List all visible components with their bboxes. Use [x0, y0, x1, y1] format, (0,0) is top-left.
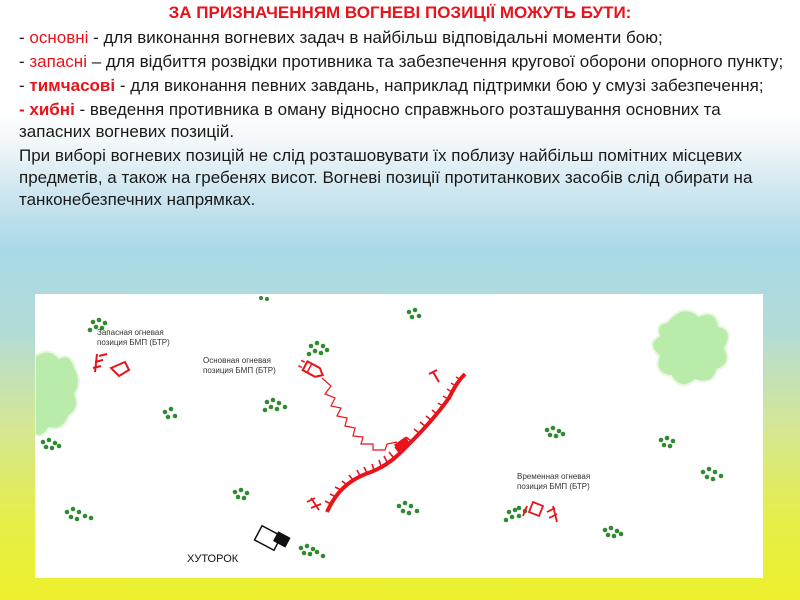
label-line: Запасная огневая: [97, 328, 164, 337]
farm-buildings: [255, 526, 291, 550]
woods-left: [35, 351, 79, 436]
label-line: Основная огневая: [203, 356, 271, 365]
item-description: – для відбиття розвідки противника та забезпечення кругової оборони опорного пункту;: [86, 52, 784, 71]
label-line: Временная огневая: [517, 472, 591, 481]
label-line: позиция БМП (БТР): [97, 338, 170, 347]
term-main: основні: [29, 28, 89, 47]
reserve-position-symbol: [93, 354, 129, 376]
term-reserve: запасні: [29, 52, 87, 71]
item-prefix: -: [19, 28, 30, 47]
text-block: [19, 27, 789, 213]
term-false: хибні: [29, 100, 75, 119]
woods-right: [652, 310, 729, 385]
main-position-symbol: [297, 359, 325, 380]
tactical-diagram: [35, 294, 763, 578]
list-item-reserve: [19, 51, 789, 73]
farm-label: ХУТОРОК: [187, 553, 239, 565]
guidance-paragraph: При виборі вогневих позицій не слід розташовувати їх поблизу найбільш помітних місцевих предметів, а також на гребенях висот. Вогневі позиції протитанкових засобів слід обирати на танконебезпечних напрямках.: [19, 146, 753, 209]
slide-title: ЗА ПРИЗНАЧЕННЯМ ВОГНЕВІ ПОЗИЦІЇ МОЖУТЬ БУТИ:: [168, 3, 632, 22]
label-line: позиция БМП (БТР): [517, 482, 590, 491]
item-description: - для виконання вогневих задач в найбільш відповідальні моменти бою;: [88, 28, 663, 47]
list-item-temporary: [19, 75, 789, 97]
reserve-position-label: [97, 328, 170, 348]
main-position-label: [203, 356, 276, 376]
main-trench-line: [327, 374, 465, 512]
list-item-main: [19, 27, 789, 49]
item-prefix: -: [19, 100, 30, 119]
false-position-symbol: [307, 498, 321, 510]
communication-trench: [322, 378, 397, 450]
main-position-marker: [429, 370, 439, 382]
term-temporary: тимчасові: [29, 76, 116, 95]
list-item-false: [19, 99, 789, 143]
item-description: - для виконання певних завдань, наприклад підтримки бою у смузі забезпечення;: [115, 76, 764, 95]
item-prefix: -: [19, 76, 30, 95]
item-prefix: -: [19, 52, 30, 71]
label-line: позиция БМП (БТР): [203, 366, 276, 375]
temporary-position-symbol: [523, 502, 557, 522]
item-description: - введення противника в оману відносно справжнього розташування основних та запасних вогневих позицій.: [19, 100, 721, 141]
temporary-position-label: [517, 472, 590, 492]
